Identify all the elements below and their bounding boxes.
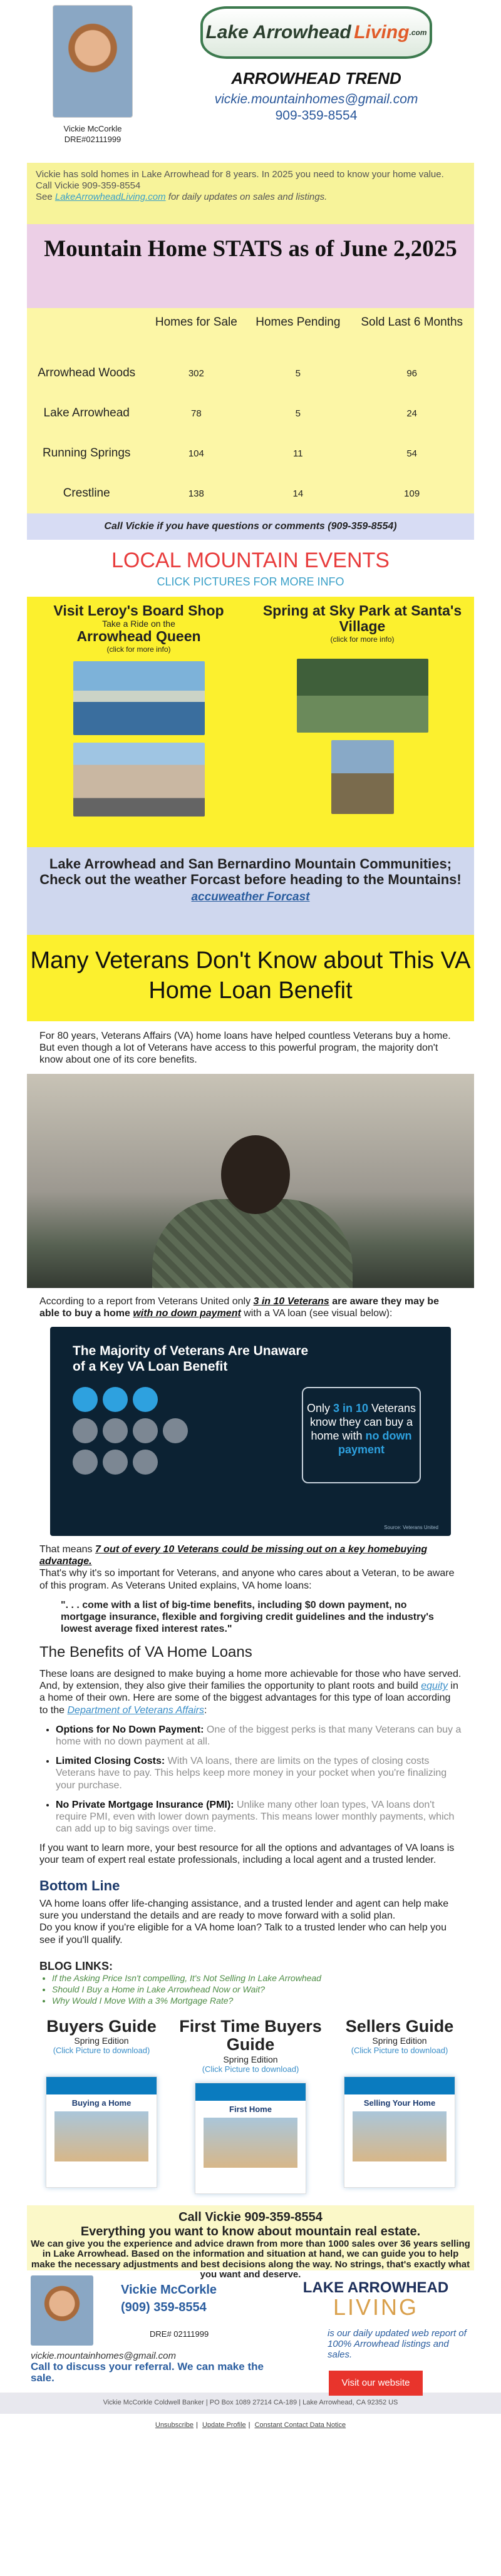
pending-cell: 14 <box>292 488 304 499</box>
infographic-title: The Majority of Veterans Are Unaware of a Key VA Loan Benefit <box>73 1343 309 1374</box>
table-row <box>27 353 474 393</box>
footer-address: Vickie McCorkle Coldwell Banker | PO Box 1089 27214 CA-189 | Lake Arrowhead, CA 92352 US <box>0 2393 501 2414</box>
bottom-line-heading: Bottom Line <box>39 1877 120 1893</box>
guide-sellers <box>325 2017 474 2205</box>
blog-link[interactable]: • If the Asking Price Isn't compelling, It's Not Selling In Lake Arrowhead <box>52 1973 462 1984</box>
for-sale-cell: 104 <box>188 448 204 459</box>
sold-cell: 96 <box>406 368 418 379</box>
person-icon <box>103 1418 128 1443</box>
stats-call-bar[interactable]: Call Vickie if you have questions or comments (909-359-8554) <box>27 513 474 540</box>
footer-logo-bottom: LIVING <box>333 2294 419 2320</box>
intro-box <box>27 163 474 224</box>
text-span: : <box>204 1704 207 1716</box>
article-body <box>27 1021 474 2006</box>
town-cell: Lake Arrowhead <box>43 406 130 420</box>
for-sale-cell: 78 <box>191 408 202 419</box>
article-missing <box>39 1543 462 1592</box>
for-sale-cell: 302 <box>188 368 204 379</box>
person-icon <box>73 1387 98 1412</box>
sold-cell: 24 <box>406 408 418 419</box>
event-more-info[interactable]: (click for more info) <box>330 634 395 644</box>
for-sale-cell: 138 <box>188 488 204 499</box>
bullet-label: Limited Closing Costs: <box>56 1756 165 1767</box>
header-phone[interactable]: 909-359-8554 <box>275 108 358 123</box>
guide-title: First Time Buyers Guide <box>179 2016 322 2054</box>
text-span: with a VA loan (see visual below): <box>240 1307 393 1319</box>
contact-call[interactable]: Call Vickie 909-359-8554 <box>178 2210 323 2224</box>
no-down-text: no down payment <box>338 1429 412 1456</box>
article-bottom-1: VA home loans offer life-changing assistance, and a trusted lender and agent can help make sure you understand the details and are ready to move forward with a solid plan. <box>39 1899 449 1922</box>
text-span: in a home of their own. Here are some of the biggest advantages for this type of loan according to the <box>39 1681 458 1716</box>
intro-tail: for daily updates on sales and listings. <box>165 192 328 202</box>
cover-title: Selling Your Home <box>363 2098 436 2108</box>
article-learn-more: If you want to learn more, your best resource for all the options and advantages of VA loans is your team of expert real estate professionals, including a local agent and a trusted lender. <box>39 1843 455 1866</box>
site-logo[interactable] <box>200 6 432 59</box>
guide-download-note: (Click Picture to download) <box>351 2046 448 2056</box>
benefits-list <box>56 1724 462 1835</box>
guide-download-note: (Click Picture to download) <box>53 2046 150 2056</box>
veteran-head <box>221 1135 290 1214</box>
footer-links: Unsubscribe | Update Profile | Constant Contact Data Notice <box>155 2421 346 2429</box>
person-icon <box>163 1418 188 1443</box>
event-small: Take a Ride on the <box>102 619 175 629</box>
text-span: That's why it's so important for Veterans, and anyone who cares about a Veteran, to be aware of this program. As Veterans United explains, VA home loans: <box>39 1568 455 1591</box>
intro-line-2: Call Vickie 909-359-8554 <box>36 180 141 191</box>
unsubscribe-link[interactable]: Unsubscribe <box>155 2421 194 2429</box>
person-icon <box>73 1418 98 1443</box>
blog-link[interactable]: • Should I Buy a Home in Lake Arrowhead Now or Wait? <box>52 1984 462 1995</box>
infographic-source: Source: Veterans United <box>384 1525 438 1531</box>
bullet-label: Options for No Down Payment: <box>56 1724 204 1735</box>
cover-band <box>344 2077 455 2094</box>
cover-title: Buying a Home <box>71 2098 132 2108</box>
intro-line-1: Vickie has sold homes in Lake Arrowhead for 8 years. In 2025 you need to know your home value. <box>36 169 444 180</box>
events-grid <box>27 597 474 847</box>
agent-block <box>27 0 158 163</box>
pending-cell: 5 <box>295 408 301 419</box>
three-in-ten-link[interactable]: 3 in 10 Veterans <box>253 1296 329 1307</box>
town-cell: Arrowhead Woods <box>38 366 136 379</box>
veterans-infographic <box>50 1327 451 1536</box>
va-link[interactable]: Department of Veterans Affairs <box>67 1704 204 1716</box>
missing-out-link[interactable]: 7 out of every 10 Veterans could be missing out on a key homebuying advantage. <box>39 1543 428 1567</box>
know-text: Veterans know they can buy a home with <box>309 1401 416 1442</box>
list-item <box>56 1799 462 1835</box>
article-quote: ". . . come with a list of big-time benefits, including $0 down payment, no mortgage insurance, flexible and forgiving credit guidelines and the industry's lowest average fixed interest rates." <box>61 1599 434 1635</box>
footer-dre: DRE# 02111999 <box>150 2329 209 2339</box>
blog-links <box>39 1960 462 2006</box>
event-board-shop[interactable] <box>27 603 250 847</box>
person-icon <box>133 1387 158 1412</box>
cover-photo <box>204 2118 297 2168</box>
person-icon <box>73 1450 98 1475</box>
agent-photo-small <box>31 2275 93 2346</box>
guide-cover[interactable] <box>195 2083 306 2194</box>
guide-first-time <box>176 2017 325 2205</box>
contact-line-1: Everything you want to know about mountain real estate. <box>80 2224 421 2239</box>
pending-cell: 11 <box>293 448 303 459</box>
events-subtitle: CLICK PICTURES FOR MORE INFO <box>157 575 344 588</box>
intro-site-link[interactable]: LakeArrowheadLiving.com <box>54 192 166 202</box>
blog-link[interactable]: • Why Would I Move With a 3% Mortgage Rate? <box>52 1996 462 2006</box>
footer-logo-top: LAKE ARROWHEAD <box>302 2279 449 2296</box>
bullet-label: No Private Mortgage Insurance (PMI): <box>56 1799 234 1810</box>
bullet-text: With VA loans, there are limits on the types of closing costs Veterans have to pay. This helps keep more money in your pocket when you're finalizing your purchase. <box>56 1756 447 1791</box>
town-cell: Running Springs <box>42 446 131 460</box>
person-icon <box>133 1450 158 1475</box>
visit-website-button[interactable]: Visit our website <box>329 2371 423 2396</box>
weather-text: Lake Arrowhead and San Bernardino Mountain Communities; Check out the weather Forcast before heading to the Mountains! <box>39 856 462 888</box>
table-row <box>27 473 474 513</box>
stats-header: Homes for Sale <box>155 316 237 329</box>
event-title-2: Arrowhead Queen <box>76 628 201 645</box>
guide-edition: Spring Edition <box>223 2054 278 2065</box>
person-icon <box>103 1387 128 1412</box>
no-down-payment-link[interactable]: with no down payment <box>133 1307 241 1319</box>
cover-title: First Home <box>229 2105 272 2115</box>
data-notice-link[interactable]: Constant Contact Data Notice <box>254 2421 346 2429</box>
event-title: Spring at Sky Park at Santa's Village <box>262 602 462 635</box>
boat-photo[interactable] <box>73 661 205 735</box>
pending-cell: 5 <box>295 368 301 379</box>
blog-heading: BLOG LINKS: <box>39 1959 113 1972</box>
guide-cover[interactable] <box>46 2076 157 2188</box>
guide-buyers <box>27 2017 176 2205</box>
guide-edition: Spring Edition <box>372 2036 427 2046</box>
stats-table <box>27 308 474 513</box>
footer <box>27 2270 474 2393</box>
footer-email[interactable]: vickie.mountainhomes@gmail.com <box>31 2350 176 2361</box>
guides-row <box>27 2017 474 2205</box>
sky-park-photo[interactable] <box>297 659 428 733</box>
newsletter-title: ARROWHEAD TREND <box>231 69 401 88</box>
guide-title: Buyers Guide <box>46 2016 157 2036</box>
agent-name: Vickie McCorkle <box>63 124 122 133</box>
three-in-ten: 3 in 10 <box>333 1401 368 1414</box>
sold-cell: 109 <box>404 488 420 499</box>
event-title: Visit Leroy's Board Shop <box>53 602 224 619</box>
text-span: According to a report from Veterans United only <box>39 1296 254 1307</box>
guide-cover[interactable] <box>344 2076 455 2188</box>
text-span: These loans are designed to make buying a home more achievable for those who have served. And, by extension, they also give their families the opportunity to plant roots and build <box>39 1669 462 1692</box>
article-report <box>39 1296 462 1319</box>
stats-section <box>27 224 474 540</box>
weather-box <box>27 847 474 935</box>
logo-accent: Living <box>354 22 410 43</box>
stats-header: Sold Last 6 Months <box>361 316 463 329</box>
brand-block <box>158 0 474 163</box>
stats-header <box>27 308 146 353</box>
footer-agent <box>27 2275 277 2393</box>
person-icon <box>133 1418 158 1443</box>
cover-photo <box>353 2111 447 2161</box>
intro-line-3 <box>36 192 465 203</box>
footer-name: Vickie McCorkle <box>121 2282 217 2297</box>
intro-see: See <box>36 192 55 202</box>
infographic-stat-box <box>302 1387 421 1483</box>
logo-suffix: .com <box>409 28 427 37</box>
veteran-hero-image <box>27 1074 474 1288</box>
article-title: Many Veterans Don't Know about This VA Home Loan Benefit <box>27 935 474 1021</box>
footer-updated: is our daily updated web report of 100% Arrowhead listings and sales. <box>328 2327 467 2361</box>
agent-dre: DRE#02111999 <box>64 135 121 144</box>
article-intro: For 80 years, Veterans Affairs (VA) home loans have helped countless Veterans buy a home. But even though a lot of Veterans have access to this powerful program, the majority don't know about one of its core benefits. <box>39 1031 451 1066</box>
list-item <box>56 1724 462 1748</box>
equity-link[interactable]: equity <box>421 1681 448 1692</box>
weather-link[interactable]: accuweather Forcast <box>191 890 310 904</box>
only-text: Only <box>306 1401 333 1414</box>
contact-line-2: We can give you the experience and advice drawn from more than 1000 sales over 36 years selling in Lake Arrowhead. Based on the information and situation at hand, we can guide you to help make the necessary adjustments and best decisions along the way. No strings, that's exactly what you want and deserve. <box>31 2238 470 2280</box>
bullet-text: Unlike many other loan types, VA loans don't require PMI, even with lower down payments. This means lower monthly payments, which can add up to big savings over time. <box>56 1799 455 1835</box>
article-bottom-2: Do you know if you're eligible for a VA home loan? Talk to a trusted lender who can help you see if you'll qualify. <box>39 1922 447 1945</box>
article-benefits <box>39 1668 462 1716</box>
table-row <box>27 433 474 473</box>
cover-photo <box>54 2111 148 2161</box>
person-icon <box>103 1450 128 1475</box>
shop-photo[interactable] <box>73 743 205 817</box>
header <box>27 0 474 163</box>
sold-cell: 54 <box>406 448 418 459</box>
table-row <box>27 393 474 433</box>
event-more-info[interactable]: (click for more info) <box>106 644 171 654</box>
benefits-heading: The Benefits of VA Home Loans <box>39 1644 252 1661</box>
header-email[interactable]: vickie.mountainhomes@gmail.com <box>214 92 418 106</box>
cover-band <box>195 2083 306 2101</box>
footer-phone[interactable]: (909) 359-8554 <box>121 2300 207 2314</box>
stats-header: Homes Pending <box>256 316 341 329</box>
zipline-photo[interactable] <box>331 740 394 814</box>
event-sky-park[interactable] <box>250 603 474 847</box>
bullet-text: One of the biggest perks is that many Veterans can buy a home with no down payment at all. <box>56 1724 462 1747</box>
text-span: are aware they may be able to buy a home <box>39 1296 439 1319</box>
guide-download-note: (Click Picture to download) <box>202 2064 299 2074</box>
stats-header-row <box>27 308 474 353</box>
text-span: That means <box>39 1543 95 1555</box>
footer-brand <box>277 2275 474 2393</box>
logo-main: Lake Arrowhead <box>205 22 351 43</box>
content-column <box>27 0 474 2393</box>
guide-edition: Spring Edition <box>74 2036 129 2046</box>
footer-call: Call to discuss your referral. We can make the sale. <box>31 2360 264 2384</box>
guide-title: Sellers Guide <box>345 2016 454 2036</box>
list-item <box>56 1755 462 1791</box>
contact-box <box>27 2205 474 2280</box>
agent-photo <box>53 5 133 118</box>
cover-band <box>46 2077 157 2094</box>
town-cell: Crestline <box>63 486 110 500</box>
stats-title: Mountain Home STATS as of June 2,2025 <box>27 224 474 308</box>
update-profile-link[interactable]: Update Profile <box>202 2421 246 2429</box>
events-title: LOCAL MOUNTAIN EVENTS <box>111 549 390 572</box>
